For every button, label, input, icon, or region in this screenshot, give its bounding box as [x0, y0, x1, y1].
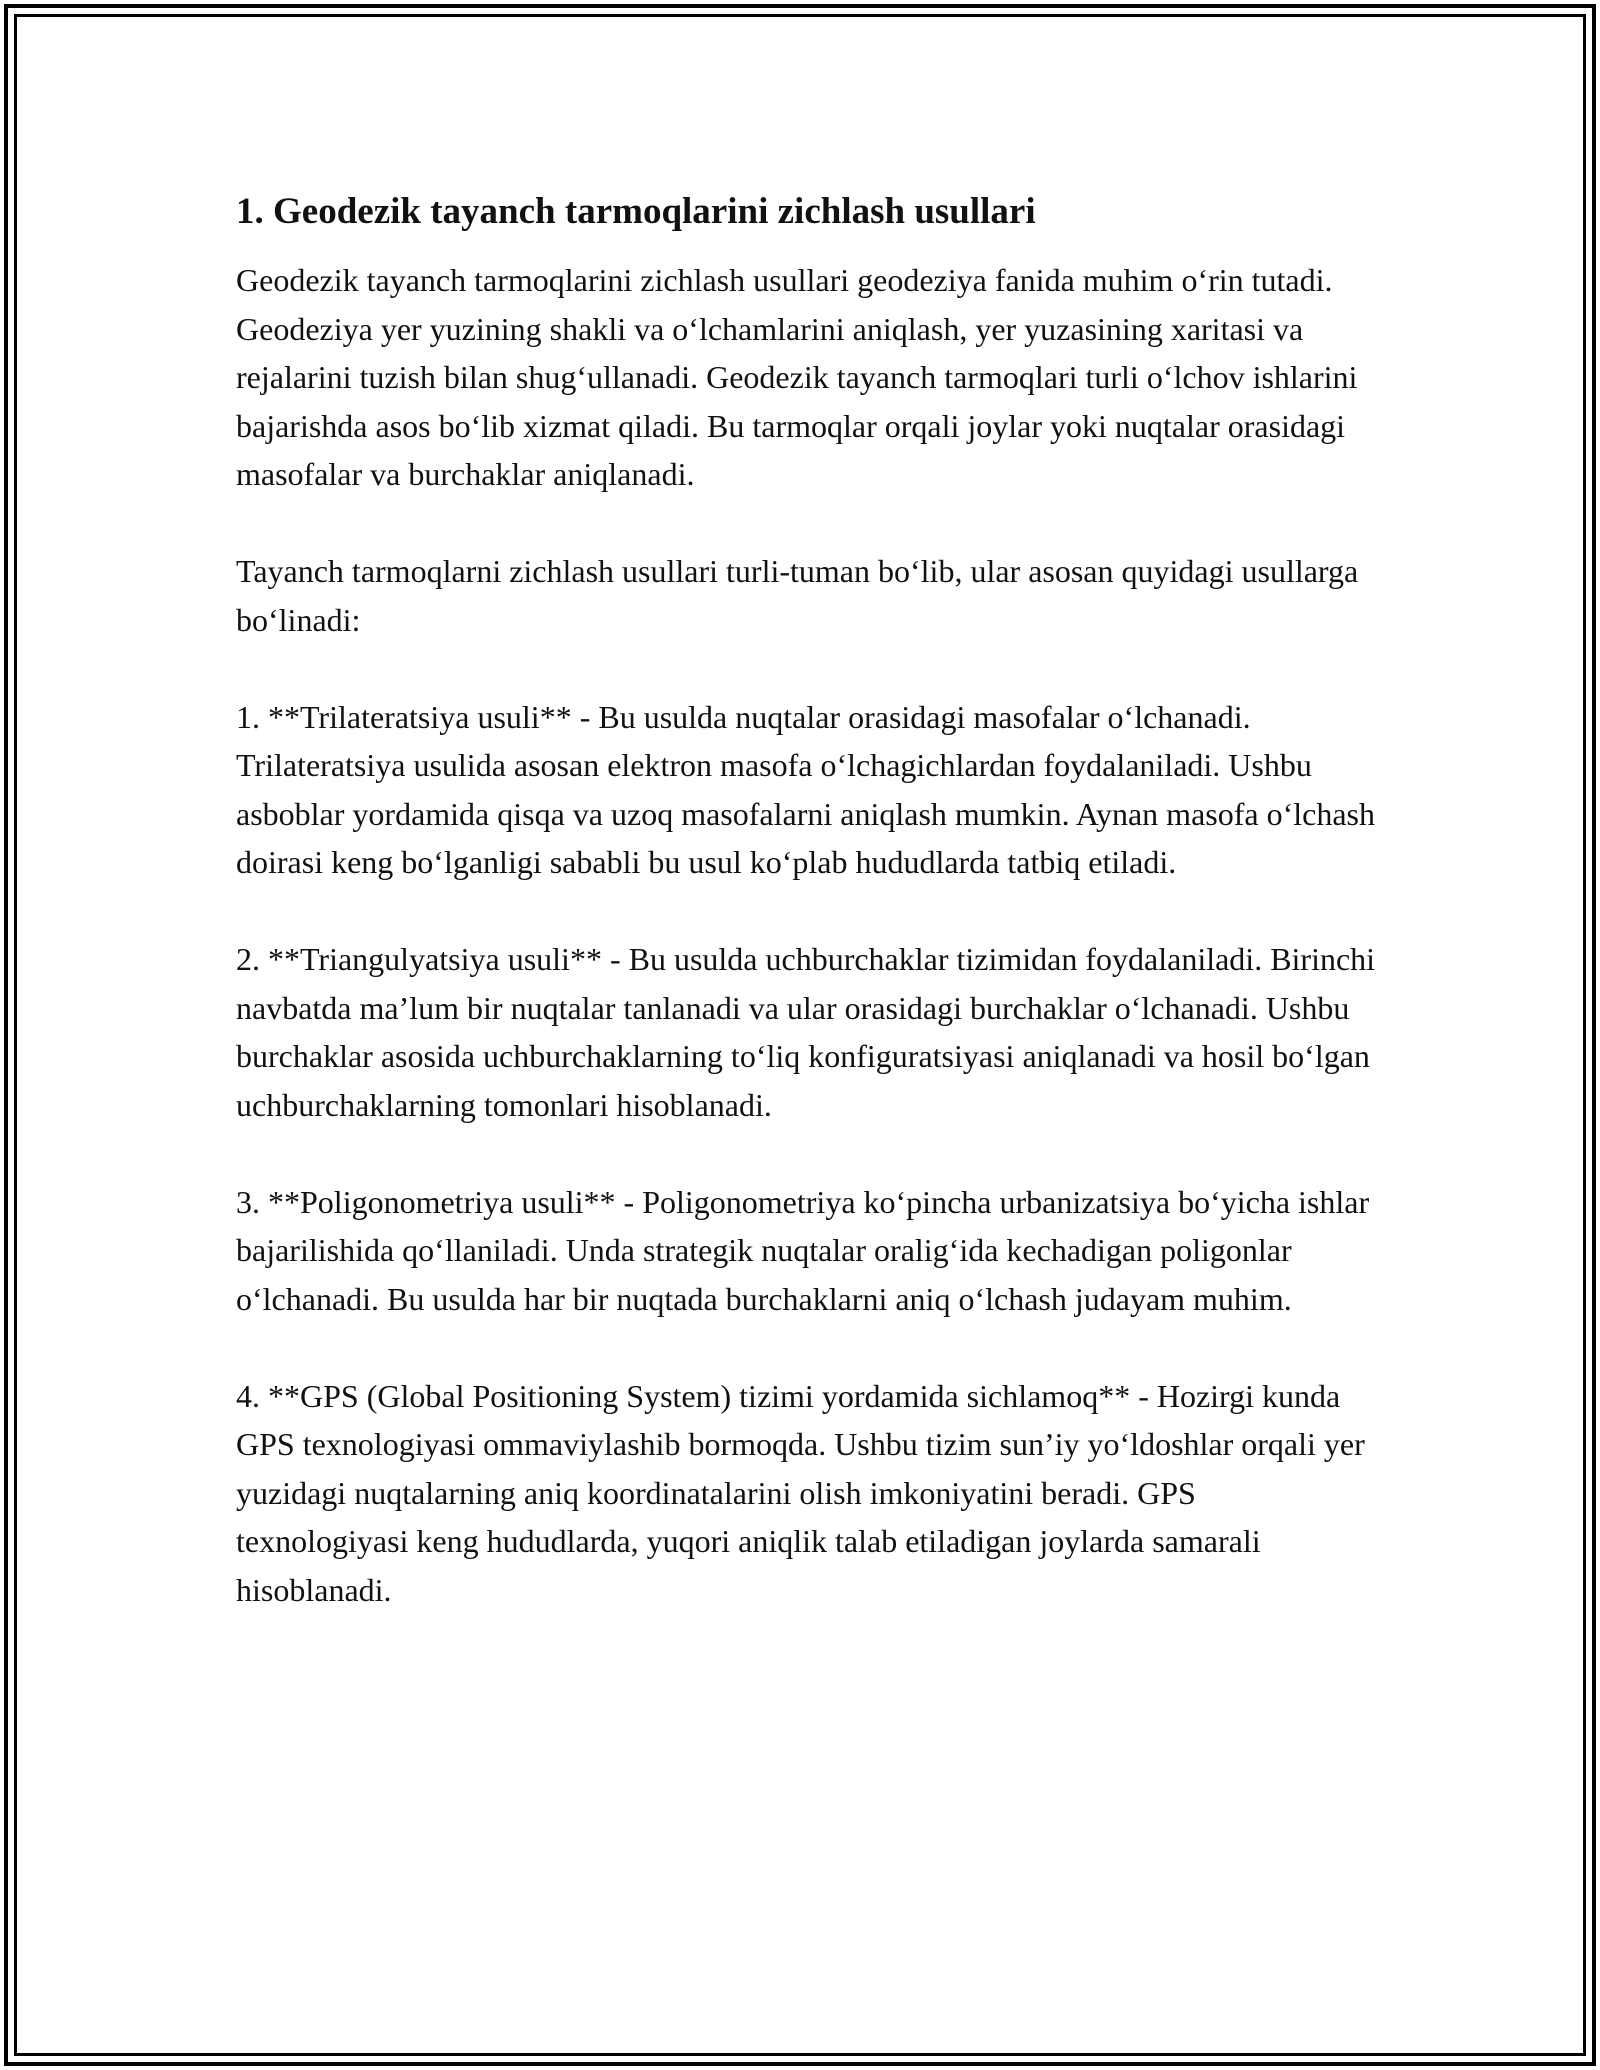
- triangulation-paragraph: 2. **Triangulyatsiya usuli** - Bu usulda uchburchaklar tizimidan foydalaniladi. Birinchi navbatda ma’lum bir nuqtalar tanlanadi va ular orasidagi burchaklar o‘lchanadi. Ushbu burchaklar asosida uchburchaklarning to‘liq konfiguratsiyasi aniqlanadi va hosil bo‘lgan uchburchaklarning tomonlari hisoblanadi.: [236, 941, 1376, 1123]
- trilateration-paragraph: 1. **Trilateratsiya usuli** - Bu usulda nuqtalar orasidagi masofalar o‘lchanadi. Trilateratsiya usulida asosan elektron masofa o‘lchagichlardan foydalaniladi. Ushbu asboblar yordamida qisqa va uzoq masofalarni aniqlash mumkin. Aynan masofa o‘lchash doirasi keng bo‘lganligi sababli bu usul ko‘plab hududlarda tatbiq etiladi.: [236, 698, 1375, 880]
- intro-paragraph: Geodezik tayanch tarmoqlarini zichlash usullari geodeziya fanida muhim o‘rin tutadi. Geodeziya yer yuzining shakli va o‘lchamlarini aniqlash, yer yuzasining xaritasi va rejalarini tuzish bilan shug‘ullanadi. Geodezik tayanch tarmoqlari turli o‘lchov ishlarini bajarishda asos bo‘lib xizmat qiladi. Bu tarmoqlar orqali joylar yoki nuqtalar orasidagi masofalar va burchaklar aniqlanadi.: [236, 262, 1358, 492]
- methods-intro-paragraph: Tayanch tarmoqlarni zichlash usullari turli-tuman bo‘lib, ular asosan quyidagi usullarga bo‘linadi:: [236, 553, 1359, 638]
- document-title: 1. Geodezik tayanch tarmoqlarini zichlash usullari: [236, 191, 1036, 232]
- polygonometry-paragraph: 3. **Poligonometriya usuli** - Poligonometriya ko‘pincha urbanizatsiya bo‘yicha ishlar bajarilishida qo‘llaniladi. Unda strategik nuqtalar oralig‘ida kechadigan poligonlar o‘lchanadi. Bu usulda har bir nuqtada burchaklarni aniq o‘lchash judayam muhim.: [236, 1183, 1370, 1317]
- document-body: [236, 186, 1376, 1663]
- gps-paragraph: 4. **GPS (Global Positioning System) tizimi yordamida sichlamoq** - Hozirgi kunda GPS texnologiyasi ommaviylashib bormoqda. Ushbu tizim sun’iy yo‘ldoshlar orqali yer yuzidagi nuqtalarning aniq koordinatalarini olish imkoniyatini beradi. GPS texnologiyasi keng hududlarda, yuqori aniqlik talab etiladigan joylarda samarali hisoblanadi.: [236, 1377, 1365, 1608]
